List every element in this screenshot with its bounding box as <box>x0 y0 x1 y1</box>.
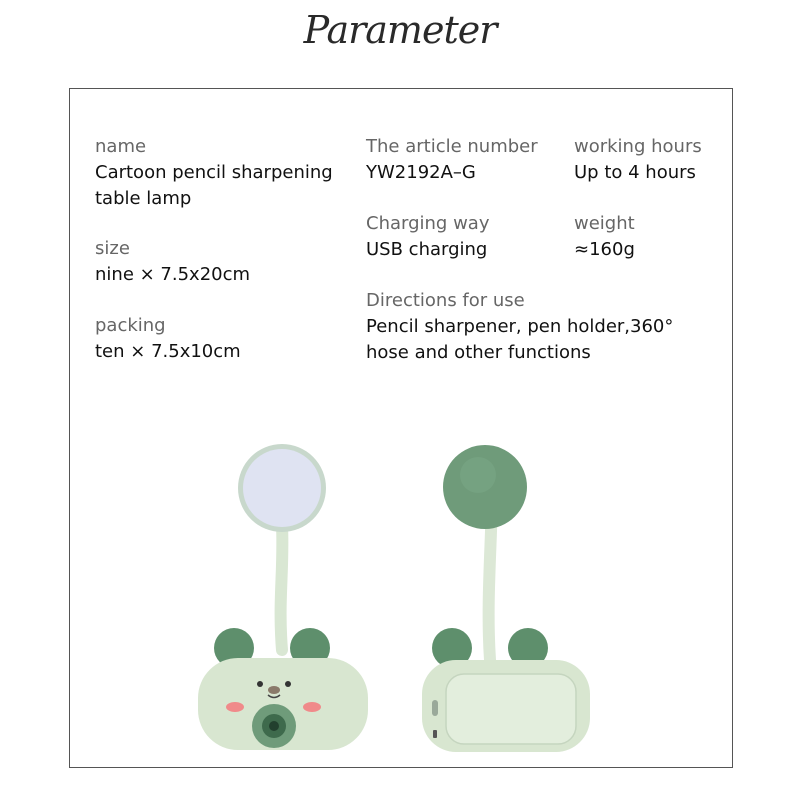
spec-packing-label: packing <box>95 315 166 336</box>
spec-name <box>95 134 333 212</box>
spec-weight <box>574 211 635 263</box>
spec-charging-label: Charging way <box>366 213 490 234</box>
spec-working-hours <box>574 134 702 186</box>
spec-directions-value-line1: Pencil sharpener, pen holder,360° <box>366 316 674 337</box>
spec-directions-value-line2: hose and other functions <box>366 342 591 363</box>
spec-charging <box>366 211 489 263</box>
spec-article <box>366 134 538 186</box>
spec-packing-value: ten × 7.5x10cm <box>95 341 241 362</box>
spec-charging-value: USB charging <box>366 239 488 260</box>
spec-article-label: The article number <box>366 136 538 157</box>
spec-name-label: name <box>95 136 147 157</box>
spec-weight-label: weight <box>574 213 635 234</box>
spec-weight-value: ≈160g <box>574 239 635 260</box>
spec-directions <box>366 288 673 366</box>
spec-working-label: working hours <box>574 136 702 157</box>
spec-working-value: Up to 4 hours <box>574 162 696 183</box>
page-title: Parameter <box>303 8 497 52</box>
lamp-front-image <box>198 444 368 750</box>
spec-size-label: size <box>95 238 130 259</box>
spec-packing <box>95 313 241 365</box>
lamp-back-image <box>422 445 590 752</box>
product-images <box>160 430 630 760</box>
spec-size-value: nine × 7.5x20cm <box>95 264 251 285</box>
spec-size <box>95 236 250 288</box>
spec-directions-label: Directions for use <box>366 290 525 311</box>
spec-name-value-line1: Cartoon pencil sharpening <box>95 162 333 183</box>
spec-name-value-line2: table lamp <box>95 188 192 209</box>
spec-article-value: YW2192A–G <box>366 162 476 183</box>
